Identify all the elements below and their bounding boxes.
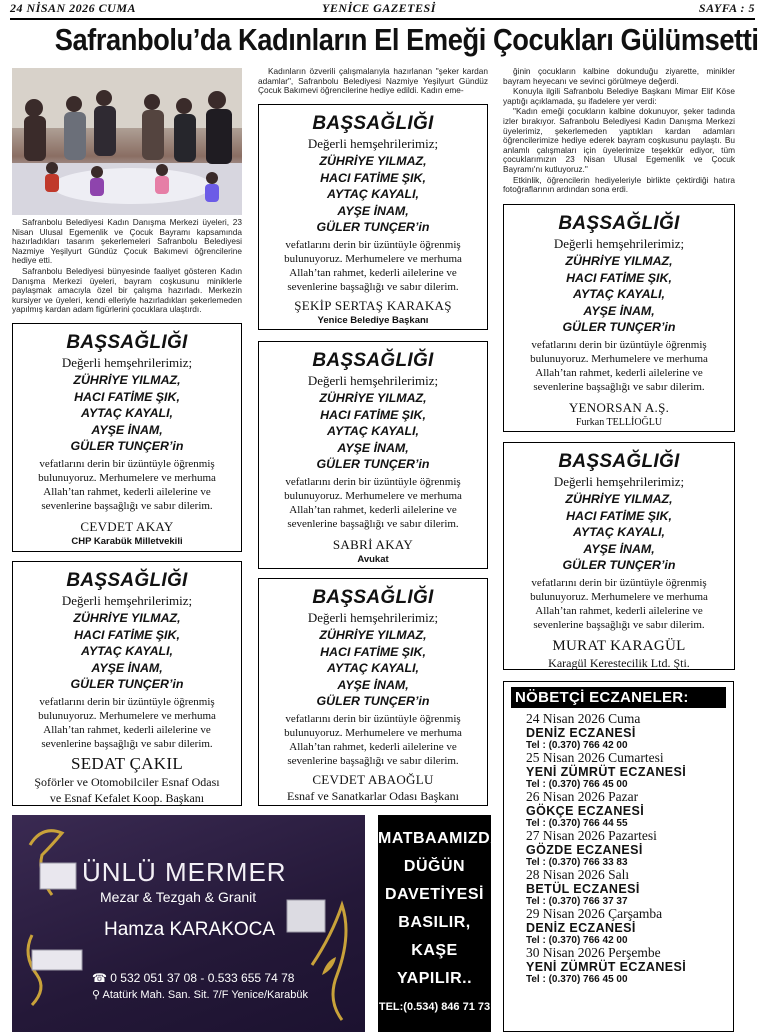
- condolence-signature: YENORSAN A.Ş.: [568, 399, 670, 415]
- deceased-names: ZÜHRİYE YILMAZ, HACI FATİME ŞIK, AYTAÇ KAYALI, AYŞE İNAM, GÜLER TUNÇER’in: [316, 154, 430, 234]
- phone-icon: ☎: [92, 971, 111, 985]
- condolence-signature-title: Esnaf ve Sanatkarlar Odası Başkanı: [287, 788, 459, 803]
- ad-owner: Hamza KARAKOCA: [104, 919, 276, 940]
- print-ad-phone: TEL:(0.534) 846 71 73: [378, 1001, 491, 1013]
- article-paragraph: Safranbolu Belediyesi bünyesinde faaliyet gösteren Kadın Danışma Merkezi üyeleri, bayram coşkusunu miniklerle paylaşmak amacıyla özel bir çalışma hazırladı. Merkezin kursiyer ve üyeleri, kendi elleriyle hazırladıkları şekerlemeden yapılmış kardan adam figürlerini çocuklara ulaştırdı.: [12, 265, 242, 315]
- condolence-intro: Değerli hemşehrilerimiz;: [553, 236, 685, 251]
- condolence-ad: [503, 442, 735, 670]
- pharmacy-title: NÖBETÇİ ECZANELER:: [511, 687, 726, 708]
- news-photo: [12, 68, 242, 215]
- condolence-text: vefatlarını derin bir üzüntüyle öğrenmiş bulunuyoruz. Merhumelere ve merhuma Allah’tan rahmet, kederli ailelerine ve sevenlerine başsağlığı ve sabır dilerim.: [284, 238, 462, 293]
- condolence-title: BAŞSAĞLIĞI: [312, 113, 434, 134]
- condolence-signature-title: Avukat: [357, 553, 389, 565]
- condolence-signature: CEVDET AKAY: [80, 518, 174, 534]
- page-header: [10, 0, 755, 20]
- article-col1: [12, 218, 242, 316]
- condolence-signature: SABRİ AKAY: [332, 536, 414, 552]
- condolence-intro: Değerli hemşehrilerimiz;: [307, 610, 439, 625]
- condolence-ad: [258, 104, 488, 330]
- condolence-title: BAŞSAĞLIĞI: [558, 451, 680, 472]
- condolence-intro: Değerli hemşehrilerimiz;: [61, 355, 193, 370]
- marble-advertisement: [12, 815, 365, 1032]
- condolence-intro: Değerli hemşehrilerimiz;: [61, 593, 193, 608]
- condolence-text: vefatlarını derin bir üzüntüyle öğrenmiş bulunuyoruz. Merhumelere ve merhuma Allah’tan rahmet, kederli ailelerine ve sevenlerine başsağlığı ve sabır dilerim.: [38, 695, 216, 750]
- condolence-signature-title: Furkan TELLİOĞLU: [575, 416, 663, 428]
- condolence-signature-title: ve Esnaf Kefalet Koop. Başkanı: [49, 790, 205, 805]
- condolence-signature-title: Şoförler ve Otomobilciler Esnaf Odası: [34, 774, 220, 789]
- article-paragraph: ğinin çocukların kalbine dokunduğu ziyarette, minikler bayram heyecanı ve sevinci görülmeye değerdi.: [503, 66, 735, 86]
- condolence-text: vefatlarını derin bir üzüntüyle öğrenmiş bulunuyoruz. Merhumelere ve merhuma Allah’tan rahmet, kederli ailelerine ve sevenlerine başsağlığı ve sabır dilerim.: [284, 712, 462, 767]
- article-paragraph: Etkinlik, öğrencilerin hediyeleriyle birlikte çektirdiği hatıra fotoğraflarının ardından sona erdi.: [503, 174, 735, 195]
- article-paragraph: Kadınların özverili çalışmalarıyla hazırlanan "şeker kardan adamlar", Safranbolu Belediyesi Nazmiye Yeşilyurt Gündüz Çocuk Bakımevi öğrencilerine hediye edildi. Kadın eme-: [258, 66, 488, 96]
- ad-address: ⚲ Atatürk Mah. San. Sit. 7/F Yenice/Karabük: [92, 989, 308, 1001]
- condolence-signature: SEDAT ÇAKIL: [70, 753, 184, 773]
- condolence-intro: Değerli hemşehrilerimiz;: [307, 373, 439, 388]
- deceased-names: ZÜHRİYE YILMAZ, HACI FATİME ŞIK, AYTAÇ KAYALI, AYŞE İNAM, GÜLER TUNÇER’in: [70, 611, 184, 691]
- ad-brand: ÜNLÜ MERMER: [82, 857, 287, 887]
- condolence-ad: [503, 204, 735, 432]
- condolence-ad: [12, 323, 242, 552]
- condolence-signature-title: CHP Karabük Milletvekili: [71, 535, 183, 547]
- condolence-text: vefatlarını derin bir üzüntüyle öğrenmiş bulunuyoruz. Merhumelere ve merhuma Allah’tan rahmet, kederli ailelerine ve sevenlerine başsağlığı ve sabır dilerim.: [284, 475, 462, 530]
- photo-caption: Safranbolu Belediyesi Kadın Danışma Merkezi üyeleri, 23 Nisan Ulusal Egemenlik ve Çocuk Bayramı kapsamında hazırladıkları tasarım şekerlemeleri Safranbolu Belediyesi Nazmiye Yeşilyurt Gündüz Çocuk Bakımevi öğrencilerine hediye etti.: [12, 217, 242, 266]
- pharmacy-entry: 30 Nisan 2026 Perşembe YENİ ZÜMRÜT ECZANESİ Tel : (0.370) 766 45 00: [526, 945, 687, 985]
- condolence-signature-title: Yenice Belediye Başkanı: [317, 314, 429, 326]
- photo-scene-icon: [12, 68, 242, 215]
- pharmacy-entry: 25 Nisan 2026 Cumartesi YENİ ZÜMRÜT ECZANESİ Tel : (0.370) 766 45 00: [526, 750, 687, 790]
- article-col2: [258, 67, 488, 97]
- ad-phones: ☎ 0 532 051 37 08 - 0.533 655 74 78: [92, 971, 295, 985]
- deceased-names: ZÜHRİYE YILMAZ, HACI FATİME ŞIK, AYTAÇ KAYALI, AYŞE İNAM, GÜLER TUNÇER’in: [562, 492, 676, 572]
- location-pin-icon: ⚲: [92, 989, 103, 1001]
- newspaper-name: YENİCE GAZETESİ: [322, 1, 436, 15]
- condolence-ad: [12, 561, 242, 806]
- article-paragraph: Konuyla ilgili Safranbolu Belediye Başkanı Mimar Elif Köse yaptığı açıklamada, şu ifadelere yer verdi:: [503, 86, 735, 106]
- page-number: SAYFA : 5: [698, 1, 755, 15]
- condolence-text: vefatlarını derin bir üzüntüyle öğrenmiş bulunuyoruz. Merhumelere ve merhuma Allah’tan rahmet, kederli ailelerine ve sevenlerine başsağlığı ve sabır dilerim.: [530, 338, 708, 393]
- ad-tagline: Mezar & Tezgah & Granit: [100, 889, 257, 905]
- article-paragraph: "Kadın emeği çocukların kalbine dokunuyor, şeker tadında izler bırakıyor. Safranbolu Belediyesi Kadın Danışma Merkezi üyelerimiz, şekerlemeden yaptıkları kardan adamları öğrencilerimize hediye ederek bayram coşkusunu paylaştı. Bu anlamlı çalışmaları için üyelerimize teşekkür ediyor, tüm çocuklarımızın 23 Nisan Ulusal Egemenlik ve Çocuk Bayramı'nı kutluyoruz.": [503, 106, 735, 174]
- pharmacy-duty-list: [503, 681, 734, 1032]
- condolence-signature-title: Karagül Kerestecilik Ltd. Şti.: [548, 655, 690, 670]
- condolence-title: BAŞSAĞLIĞI: [312, 587, 434, 608]
- condolence-ad: [258, 578, 488, 806]
- condolence-signature: CEVDET ABAOĞLU: [312, 771, 434, 787]
- condolence-title: BAŞSAĞLIĞI: [66, 332, 188, 353]
- article-col3: [503, 67, 735, 196]
- pharmacy-entry: 26 Nisan 2026 Pazar GÖKÇE ECZANESİ Tel : (0.370) 766 44 55: [526, 789, 645, 829]
- deceased-names: ZÜHRİYE YILMAZ, HACI FATİME ŞIK, AYTAÇ KAYALI, AYŞE İNAM, GÜLER TUNÇER’in: [316, 628, 430, 708]
- condolence-text: vefatlarını derin bir üzüntüyle öğrenmiş bulunuyoruz. Merhumelere ve merhuma Allah’tan rahmet, kederli ailelerine ve sevenlerine başsağlığı ve sabır dilerim.: [38, 457, 216, 512]
- condolence-title: BAŞSAĞLIĞI: [66, 570, 188, 591]
- pharmacy-entry: 24 Nisan 2026 Cuma DENİZ ECZANESİ Tel : (0.370) 766 42 00: [526, 711, 641, 751]
- condolence-intro: Değerli hemşehrilerimiz;: [307, 136, 439, 151]
- pharmacy-entry: 29 Nisan 2026 Çarşamba DENİZ ECZANESİ Tel : (0.370) 766 42 00: [526, 906, 663, 946]
- pharmacy-entry: 28 Nisan 2026 Salı BETÜL ECZANESİ Tel : (0.370) 766 37 37: [526, 867, 640, 907]
- condolence-signature: ŞEKİP SERTAŞ KARAKAŞ: [294, 297, 452, 313]
- pharmacy-entry: 27 Nisan 2026 Pazartesi GÖZDE ECZANESİ Tel : (0.370) 766 33 83: [526, 828, 657, 868]
- condolence-title: BAŞSAĞLIĞI: [558, 213, 680, 234]
- print-shop-advertisement: [378, 815, 503, 1032]
- condolence-intro: Değerli hemşehrilerimiz;: [553, 474, 685, 489]
- condolence-ad: [258, 341, 488, 569]
- deceased-names: ZÜHRİYE YILMAZ, HACI FATİME ŞIK, AYTAÇ KAYALI, AYŞE İNAM, GÜLER TUNÇER’in: [562, 254, 676, 334]
- headline: Safranbolu’da Kadınların El Emeği Çocukları Gülümsetti: [54, 22, 759, 57]
- deceased-names: ZÜHRİYE YILMAZ, HACI FATİME ŞIK, AYTAÇ KAYALI, AYŞE İNAM, GÜLER TUNÇER’in: [70, 373, 184, 453]
- deceased-names: ZÜHRİYE YILMAZ, HACI FATİME ŞIK, AYTAÇ KAYALI, AYŞE İNAM, GÜLER TUNÇER’in: [316, 391, 430, 471]
- condolence-signature: MURAT KARAGÜL: [552, 637, 686, 654]
- condolence-title: BAŞSAĞLIĞI: [312, 350, 434, 371]
- issue-date: 24 NİSAN 2026 CUMA: [10, 1, 137, 15]
- print-ad-text: MATBAAMIZDA DÜĞÜN DAVETİYESİ BASILIR, KAŞE YAPILIR..: [378, 830, 503, 987]
- condolence-text: vefatlarını derin bir üzüntüyle öğrenmiş bulunuyoruz. Merhumelere ve merhuma Allah’tan rahmet, kederli ailelerine ve sevenlerine başsağlığı ve sabır dilerim.: [530, 576, 708, 631]
